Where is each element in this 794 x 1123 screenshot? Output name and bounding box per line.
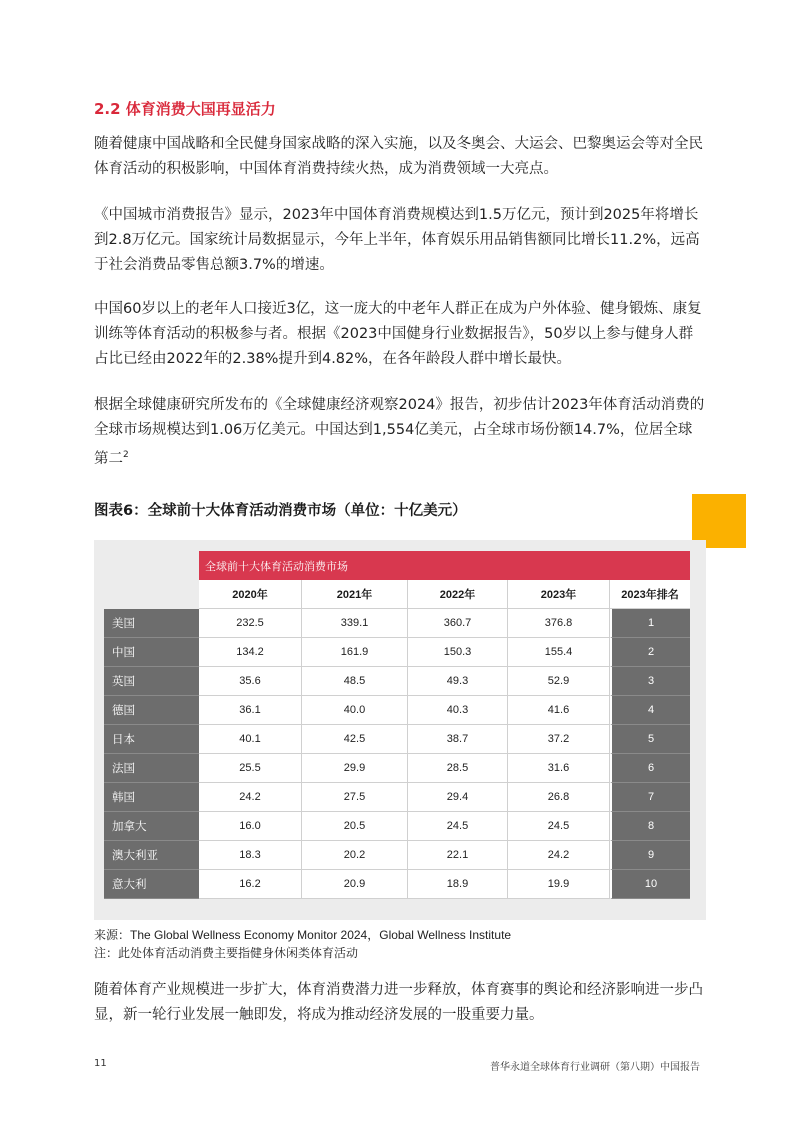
rank-cell: 4 — [610, 696, 690, 725]
table-cell: 40.3 — [408, 696, 508, 725]
table-cell: 376.8 — [508, 609, 610, 638]
table-cell: 41.6 — [508, 696, 610, 725]
table-row — [104, 667, 690, 696]
table-corner — [104, 580, 199, 609]
figure-source — [94, 926, 714, 962]
col-header: 2021年 — [302, 580, 408, 609]
col-header: 2023年排名 — [610, 580, 690, 609]
table-cell: 42.5 — [302, 725, 408, 754]
table-cell: 360.7 — [408, 609, 508, 638]
table-cell: 19.9 — [508, 870, 610, 899]
country-label: 美国 — [104, 609, 199, 638]
table-cell: 16.2 — [199, 870, 302, 899]
closing-paragraph: 随着体育产业规模进一步扩大，体育消费潜力进一步释放，体育赛事的舆论和经济影响进一步凸显，新一轮行业发展一触即发，将成为推动经济发展的一股重要力量。 — [94, 982, 703, 1023]
table-banner: 全球前十大体育活动消费市场 — [199, 551, 690, 580]
table-cell: 52.9 — [508, 667, 610, 696]
rank-cell: 10 — [610, 870, 690, 899]
country-label: 澳大利亚 — [104, 841, 199, 870]
table-cell: 18.9 — [408, 870, 508, 899]
table-row — [104, 638, 690, 667]
table-cell: 38.7 — [408, 725, 508, 754]
table-cell: 37.2 — [508, 725, 610, 754]
country-label: 中国 — [104, 638, 199, 667]
table-row — [104, 783, 690, 812]
table-cell: 36.1 — [199, 696, 302, 725]
country-label: 法国 — [104, 754, 199, 783]
table-cell: 22.1 — [408, 841, 508, 870]
table-cell: 20.5 — [302, 812, 408, 841]
col-header: 2022年 — [408, 580, 508, 609]
table-cell: 232.5 — [199, 609, 302, 638]
country-label: 英国 — [104, 667, 199, 696]
paragraph-4-text: 根据全球健康研究所发布的《全球健康经济观察2024》报告，初步估计2023年体育活动消费的全球市场规模达到1.06万亿美元。中国达到1,554亿美元，占全球市场份额14.7%，位居全球第二 — [94, 397, 705, 467]
paragraph-1: 随着健康中国战略和全民健身国家战略的深入实施，以及冬奥会、大运会、巴黎奥运会等对全民体育活动的积极影响，中国体育消费持续火热，成为消费领域一大亮点。 — [94, 136, 703, 177]
table-cell: 24.2 — [199, 783, 302, 812]
table-corner — [104, 551, 199, 580]
table-row — [104, 754, 690, 783]
paragraph-4 — [94, 393, 706, 472]
table-cell: 31.6 — [508, 754, 610, 783]
table-cell: 27.5 — [302, 783, 408, 812]
col-header: 2023年 — [508, 580, 610, 609]
table-row — [104, 841, 690, 870]
country-label: 日本 — [104, 725, 199, 754]
table-cell: 49.3 — [408, 667, 508, 696]
footer-title: 普华永道全球体育行业调研（第八期）中国报告 — [490, 1062, 700, 1073]
paragraph-3: 中国60岁以上的老年人口接近3亿，这一庞大的中老年人群正在成为户外体验、健身锻炼、康复训练等体育活动的积极参与者。根据《2023中国健身行业数据报告》，50岁以上参与健身人群占比已经由2022年的2.38%提升到4.82%，在各年龄段人群中增长最快。 — [94, 301, 702, 367]
table-cell: 155.4 — [508, 638, 610, 667]
table-row — [104, 609, 690, 638]
rank-cell: 6 — [610, 754, 690, 783]
country-label: 意大利 — [104, 870, 199, 899]
table-cell: 40.1 — [199, 725, 302, 754]
table-cell: 24.2 — [508, 841, 610, 870]
table-cell: 29.4 — [408, 783, 508, 812]
table-cell: 161.9 — [302, 638, 408, 667]
table-cell: 24.5 — [408, 812, 508, 841]
note-line: 注：此处体育活动消费主要指健身休闲类体育活动 — [94, 946, 359, 960]
rank-cell: 8 — [610, 812, 690, 841]
table-cell: 24.5 — [508, 812, 610, 841]
table-cell: 25.5 — [199, 754, 302, 783]
figure-title: 图表6：全球前十大体育活动消费市场（单位：十亿美元） — [94, 503, 467, 519]
rank-cell: 9 — [610, 841, 690, 870]
rank-cell: 7 — [610, 783, 690, 812]
table-cell: 40.0 — [302, 696, 408, 725]
country-label: 德国 — [104, 696, 199, 725]
table-cell: 20.9 — [302, 870, 408, 899]
table-cell: 29.9 — [302, 754, 408, 783]
table-row — [104, 812, 690, 841]
rank-cell: 5 — [610, 725, 690, 754]
table-cell: 134.2 — [199, 638, 302, 667]
table-row — [104, 725, 690, 754]
country-label: 加拿大 — [104, 812, 199, 841]
page-number: 11 — [94, 1058, 107, 1069]
table-cell: 20.2 — [302, 841, 408, 870]
source-line: 来源：The Global Wellness Economy Monitor 2024，Global Wellness Institute — [94, 928, 512, 942]
table-cell: 35.6 — [199, 667, 302, 696]
footnote-marker: 2 — [123, 450, 129, 460]
table-cell: 150.3 — [408, 638, 508, 667]
table-cell: 18.3 — [199, 841, 302, 870]
market-table — [104, 551, 690, 899]
table-row — [104, 870, 690, 899]
col-header: 2020年 — [199, 580, 302, 609]
rank-cell: 3 — [610, 667, 690, 696]
table-cell: 48.5 — [302, 667, 408, 696]
table-cell: 28.5 — [408, 754, 508, 783]
table-row — [104, 696, 690, 725]
country-label: 韩国 — [104, 783, 199, 812]
rank-cell: 1 — [610, 609, 690, 638]
section-title: 2.2 体育消费大国再显活力 — [94, 100, 276, 118]
rank-cell: 2 — [610, 638, 690, 667]
table-cell: 16.0 — [199, 812, 302, 841]
paragraph-2: 《中国城市消费报告》显示，2023年中国体育消费规模达到1.5万亿元，预计到2025年将增长到2.8万亿元。国家统计局数据显示，今年上半年，体育娱乐用品销售额同比增长11.2%，远高于社会消费品零售总额3.7%的增速。 — [94, 207, 700, 273]
table-cell: 339.1 — [302, 609, 408, 638]
table-cell: 26.8 — [508, 783, 610, 812]
